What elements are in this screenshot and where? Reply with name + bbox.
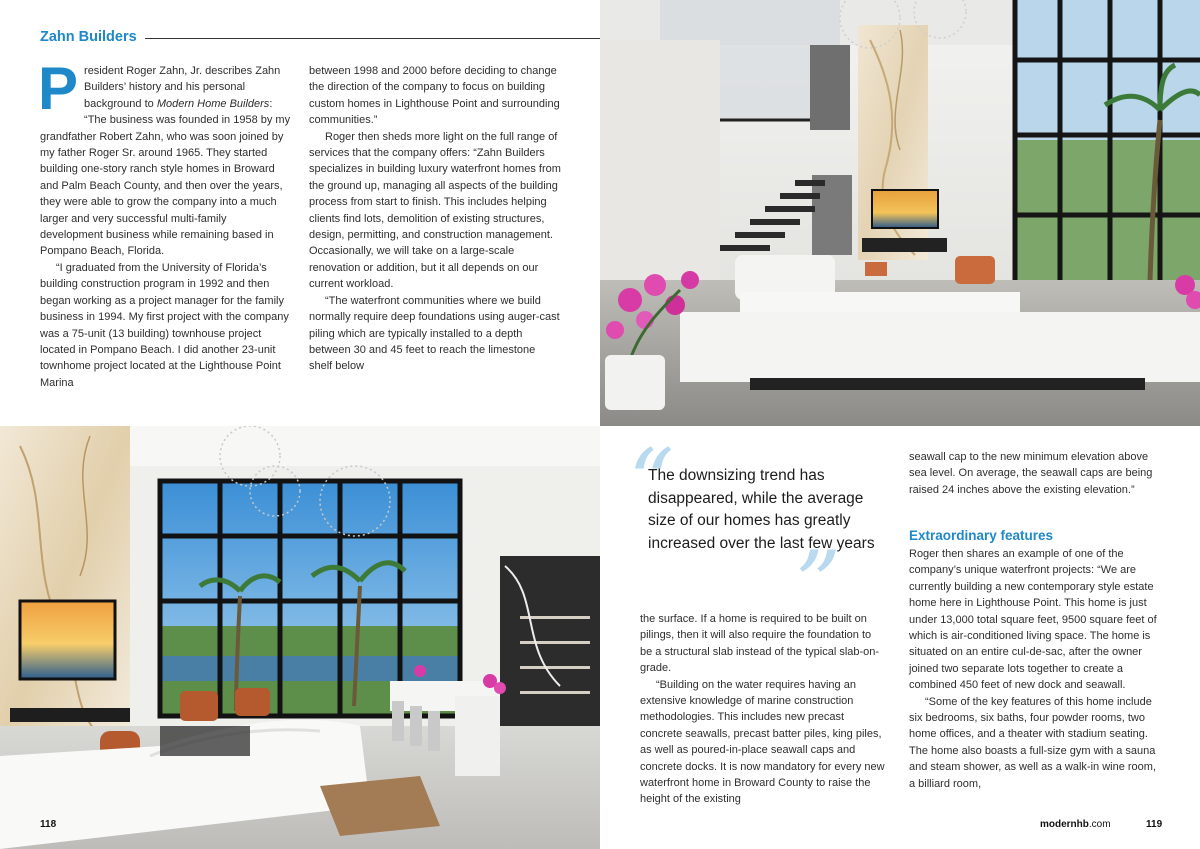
living-room-photo <box>600 0 1200 426</box>
text-column-3 <box>640 611 885 808</box>
quote-close-mark: ” <box>795 532 842 637</box>
website-tld: .com <box>1088 819 1111 830</box>
text-column-4 <box>909 546 1157 792</box>
paragraph: seawall cap to the new minimum elevation above sea level. On average, the seawall caps are being raised 24 inches above the existing elevation.” <box>909 451 1153 496</box>
page-number-left: 118 <box>40 819 57 830</box>
drop-cap: P <box>38 55 79 122</box>
publication-name: Modern Home Builders <box>156 97 270 110</box>
quote-open-mark: “ <box>628 430 675 535</box>
paragraph: Roger then sheds more light on the full range of services that the company offers: “Zahn Builders specializes in building luxury waterfront homes from the ground up, managing all aspects of the building process from start to finish. This includes helping clients find lots, demolition of existing structures, design, permitting, and construction management. Occasionally, we will take on a large-scale renovation or addition, but it all depends on our current workload. <box>309 130 561 291</box>
subheading: Extraordinary features <box>909 528 1054 543</box>
text-column-2 <box>309 63 561 375</box>
website-name: modernhb <box>1040 819 1089 830</box>
paragraph: “Building on the water requires having an extensive knowledge of marine construction methodologies. This includes new precast concrete seawalls, precast batter piles, king piles, as well as poured-in-place seawall caps and concrete docks. It is now mandatory for every new waterfront home in Broward County to raise the height of the existing <box>640 678 885 806</box>
paragraph: “I graduated from the University of Florida’s building construction program in 1992 and then began working as a project manager for the family business in 1994. My first project with the company was a 75-unit (13 building) townhouse project located in Pompano Beach. I did another 23-unit townhome project located at the Lighthouse Point Marina <box>40 261 289 389</box>
page-number-right: 119 <box>1146 819 1163 830</box>
paragraph: “The waterfront communities where we build normally require deep foundations using auger-cast piling which are typically installed to a depth between 30 and 45 feet to reach the limestone shelf below <box>309 294 560 373</box>
text-column-4-top <box>909 449 1157 498</box>
text-column-1 <box>38 55 292 391</box>
intro-text-cont: : “The business was founded in 1958 by my grandfather Robert Zahn, who was soon joined by my father Roger Sr. around 1965. They started building one-story ranch style homes in Broward and Palm Beach County, and then over the years, they were able to grow the company into a much larger and very successful multi-family development business while remaining based in Pompano Beach, Florida. <box>40 97 291 258</box>
title-rule <box>145 38 600 39</box>
paragraph: Roger then shares an example of one of the company’s unique waterfront projects: “We are currently building a new contemporary style estate home here in Lighthouse Point. This home is just under 13,000 total square feet, 9500 square feet of which is air-conditioned living space. The home is situated on an entire cul-de-sac, after the owner joined two separate lots together to create a combined 450 feet of new dock and seawall. <box>909 548 1157 692</box>
great-room-photo <box>0 426 600 849</box>
paragraph: “Some of the key features of this home include six bedrooms, six baths, four powder rooms, two home offices, and a theater with stadium seating. The home also boasts a full-size gym with a sauna and steam shower, as well as a walk-in wine room, a billiard room, <box>909 695 1156 790</box>
section-title: Zahn Builders <box>40 29 137 45</box>
website <box>1040 819 1111 830</box>
paragraph: the surface. If a home is required to be built on pilings, then it will also require the foundation to be a structural slab instead of the typical slab-on-grade. <box>640 613 880 675</box>
pull-quote: The downsizing trend has disappeared, while the average size of our homes has greatly increased over the last few years <box>648 467 875 552</box>
paragraph-intro <box>38 55 292 260</box>
paragraph: between 1998 and 2000 before deciding to change the direction of the company to focus on building custom homes in Lighthouse Point and surrounding communities.” <box>309 65 560 127</box>
intro-text: resident Roger Zahn, Jr. describes Zahn Builders’ history and his personal background to <box>84 65 281 110</box>
